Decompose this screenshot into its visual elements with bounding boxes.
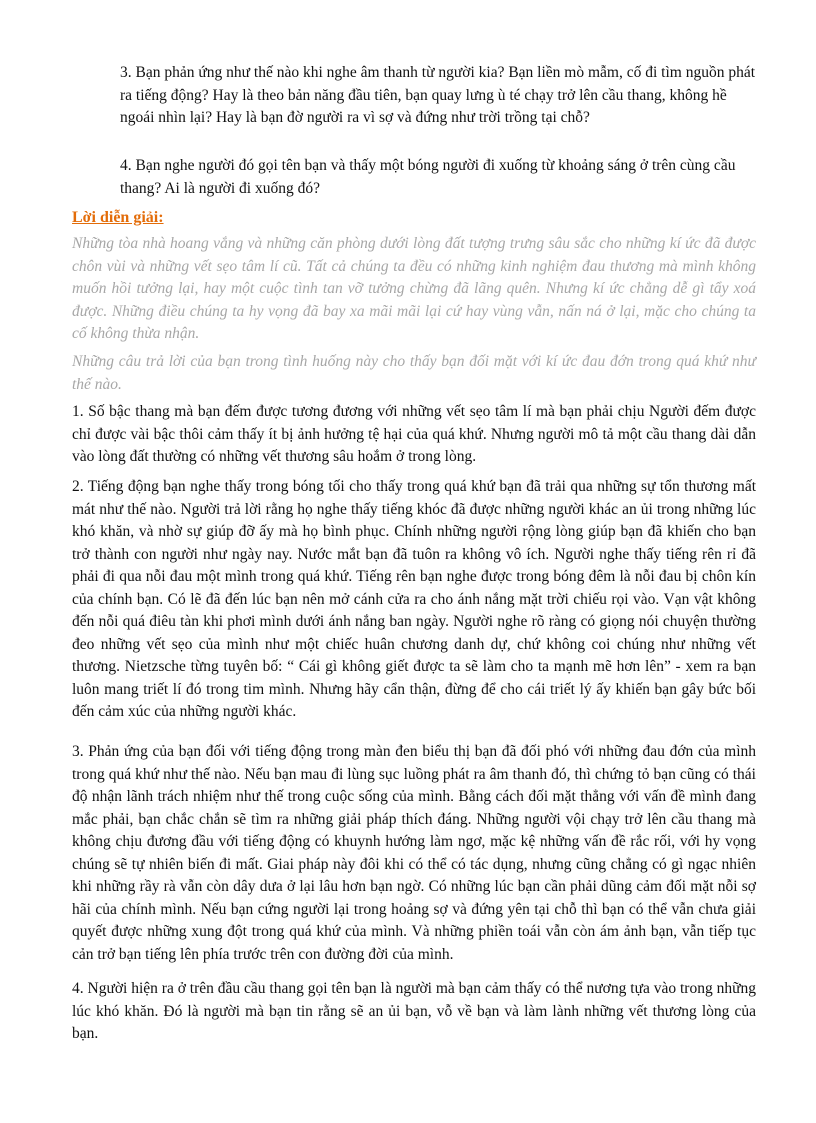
question-3: 3. Bạn phản ứng như thế nào khi nghe âm thanh từ người kia? Bạn liền mò mẫm, cố đi tìm nguồn phát ra tiếng động? Hay là theo bản năng đầu tiên, bạn quay lưng ù té chạy trở lên cầu thang, không hề ngoái nhìn lại? Hay là bạn đờ người ra vì sợ và đứng như trời trồng tại chỗ? [120, 64, 756, 126]
interpretation-intro-paragraph-2: Những câu trả lời của bạn trong tình huống này cho thấy bạn đối mặt với kí ức đau đớn trong quá khứ như thế nào. [72, 353, 756, 393]
interpretation-intro-paragraph-1: Những tòa nhà hoang vắng và những căn phòng dưới lòng đất tượng trưng sâu sắc cho những kí ức đã được chôn vùi và những vết sẹo tâm lí cũ. Tất cả chúng ta đều có những kinh nghiệm đau thương mà mình không muốn hồi tưởng lại, hay một cuộc tình tan vỡ tưởng chừng đã lãng quên. Nhưng kí ức chẳng dễ gì tẩy xoá được. Những điều chúng ta hy vọng đã bay xa mãi mãi lại cứ hay vùng vẫn, nấn ná ở lại, mặc cho chúng ta cố không thừa nhận. [72, 235, 756, 342]
interpretation-heading: Lời diễn giải: [72, 209, 164, 226]
question-4: 4. Bạn nghe người đó gọi tên bạn và thấy một bóng người đi xuống từ khoảng sáng ở trên cùng cầu thang? Ai là người đi xuống đó? [120, 157, 736, 197]
answer-4-paragraph: 4. Người hiện ra ở trên đầu cầu thang gọi tên bạn là người mà bạn cảm thấy có thể nương tựa vào trong những lúc khó khăn. Đó là người mà bạn tin rằng sẽ an ủi bạn, vỗ về bạn và làm lành những vết thương lòng của bạn. [72, 980, 756, 1042]
answer-1-paragraph: 1. Số bậc thang mà bạn đếm được tương đương với những vết sẹo tâm lí mà bạn phải chịu Người đếm được chỉ được vài bậc thôi cảm thấy ít bị ảnh hưởng tệ hại của quá khứ. Nhưng người mô tả một cầu thang dài dẫn vào lòng đất thường có những vết thương sâu hoắm ở trong lòng. [72, 403, 756, 465]
answer-3-paragraph: 3. Phản ứng của bạn đối với tiếng động trong màn đen biểu thị bạn đã đối phó với những đau đớn của mình trong quá khứ như thế nào. Nếu bạn mau đi lùng sục luồng phát ra âm thanh đó, thì chứng tỏ bạn cũng có thái độ nhận lãnh trách nhiệm như thế trong cuộc sống của mình. Bằng cách đối mặt thẳng với vấn đề mình đang mắc phải, bạn chắc chắn sẽ tìm ra những giải pháp thích đáng. Những người vội chạy trở lên cầu thang mà không chịu đương đầu với tiếng động có khuynh hướng làm ngơ, mặc kệ những vấn đề rắc rối, với hy vọng chúng sẽ tự nhiên biến đi mất. Giai pháp này đôi khi có thể có tác dụng, nhưng cũng chẳng có gì ngạc nhiên khi những rầy rà vẫn còn dây dưa ở lại lâu hơn bạn ngờ. Có những lúc bạn cần phải dũng cảm đối mặt nỗi sợ hãi của chính mình. Nếu bạn cứng người lại trong hoảng sợ và đứng yên tại chỗ thì bạn có thể vẫn chưa giải quyết được những xung đột trong quá khứ của mình. Và những phiền toái vẫn còn ám ảnh bạn, vẫn tiếp tục cản trở bạn tiếng lên phía trước trên con đường đời của mình. [72, 743, 756, 963]
answer-2-paragraph: 2. Tiếng động bạn nghe thấy trong bóng tối cho thấy trong quá khứ bạn đã trải qua những sự tổn thương mất mát như thế nào. Người trả lời rằng họ nghe thấy tiếng khóc đã được những người khác an ủi trong những lúc khó khăn, và nhờ sự giúp đỡ ấy mà họ bình phục. Chính những người rộng lòng giúp bạn đã khiến cho bạn trở thành con người như ngày nay. Nước mắt bạn đã tuôn ra không vô ích. Người nghe thấy tiếng rên rỉ đã phải đi qua nỗi đau một mình trong quá khứ. Tiếng rên bạn nghe được trong bóng đêm là nỗi đau bị chôn kín của chính bạn. Có lẽ đã đến lúc bạn nên mở cánh cửa ra cho ánh nắng mặt trời chiếu rọi vào. Vạn vật không đến nỗi quá điêu tàn khi phơi mình dưới ánh nắng ban ngày. Người nghe rõ ràng có giọng nói chuyện thường đeo những vết sẹo của mình như một chiếc huân chương danh dự, chứ không coi chúng như những vết thương. Nietzsche từng tuyên bố: “ Cái gì không giết được ta sẽ làm cho ta mạnh mẽ hơn lên” - xem ra bạn luôn mang triết lí đó trong tim mình. Nhưng hãy cẩn thận, đừng để cho cái triết lý ấy khiến bạn gây bức bối đến cảm xúc của những người khác. [72, 478, 756, 720]
